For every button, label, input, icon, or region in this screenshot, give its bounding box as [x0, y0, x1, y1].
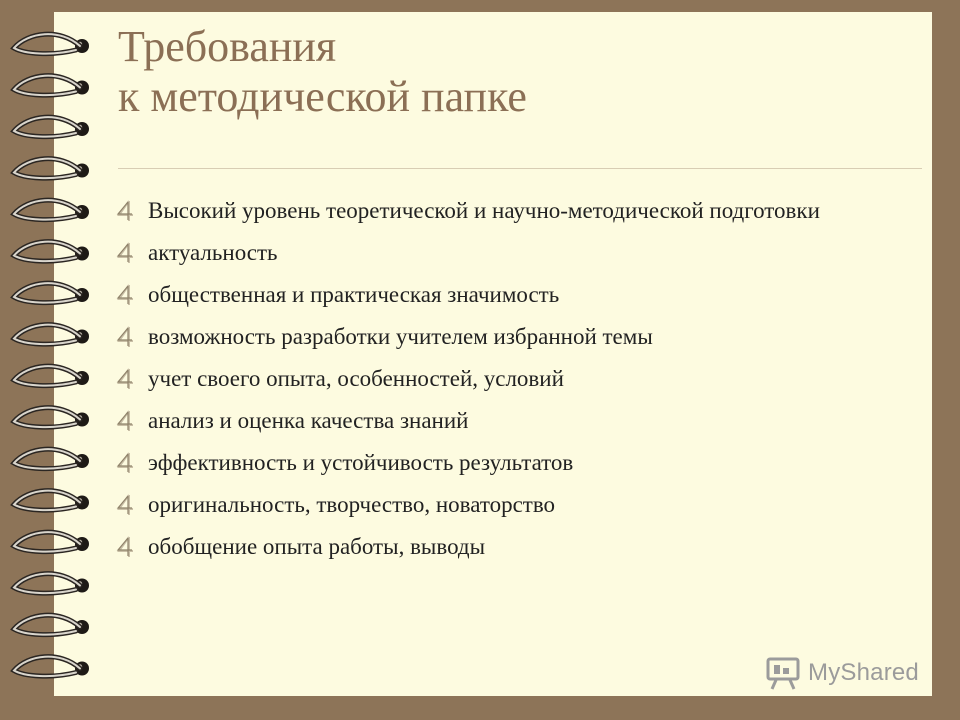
spiral-ring [14, 283, 89, 302]
pin-4-icon [116, 493, 136, 517]
spiral-ring [14, 117, 89, 136]
myshared-watermark [766, 656, 926, 692]
spiral-ring [14, 449, 89, 468]
bullet-item [116, 323, 906, 351]
bullet-item [116, 239, 906, 267]
spiral-ring [14, 657, 89, 676]
pin-4-icon [116, 409, 136, 433]
spiral-ring [14, 34, 89, 53]
spiral-ring [14, 200, 89, 219]
pin-4-icon [116, 241, 136, 265]
spiral-ring [14, 615, 89, 634]
spiral-binding [0, 0, 110, 720]
slide-title [118, 22, 918, 122]
bullet-text: оригинальность, творчество, новаторство [148, 492, 556, 517]
spiral-ring [14, 574, 89, 593]
bullet-text: Высокий уровень теоретической и научно-методической подготовки [148, 198, 820, 223]
pin-4-icon [116, 283, 136, 307]
title-line-2: к методической папке [118, 72, 527, 121]
spiral-ring [14, 159, 89, 178]
spiral-ring [14, 242, 89, 261]
spiral-ring [14, 532, 89, 551]
bullet-text: обобщение опыта работы, выводы [148, 534, 486, 559]
spiral-ring [14, 325, 89, 344]
spiral-ring [14, 366, 89, 385]
bullet-list [116, 197, 906, 575]
bullet-text: актуальность [148, 240, 278, 265]
pin-4-icon [116, 325, 136, 349]
watermark-text: MyShared [808, 659, 919, 686]
presentation-board-icon [766, 656, 802, 690]
pin-4-icon [116, 367, 136, 391]
bullet-text: общественная и практическая значимость [148, 282, 560, 307]
pin-4-icon [116, 535, 136, 559]
bullet-item [116, 449, 906, 477]
bullet-text: возможность разработки учителем избранной темы [148, 324, 653, 349]
spiral-ring [14, 491, 89, 510]
bullet-text: учет своего опыта, особенностей, условий [148, 366, 564, 391]
spiral-ring [14, 76, 89, 95]
bullet-item [116, 533, 906, 561]
bullet-item [116, 281, 906, 309]
pin-4-icon [116, 199, 136, 223]
title-line-1: Требования [118, 22, 337, 71]
title-divider [118, 168, 922, 169]
bullet-item [116, 491, 906, 519]
bullet-text: эффективность и устойчивость результатов [148, 450, 574, 475]
bullet-item [116, 407, 906, 435]
bullet-item [116, 365, 906, 393]
pin-4-icon [116, 451, 136, 475]
spiral-ring [14, 408, 89, 427]
bullet-item [116, 197, 906, 225]
bullet-text: анализ и оценка качества знаний [148, 408, 469, 433]
